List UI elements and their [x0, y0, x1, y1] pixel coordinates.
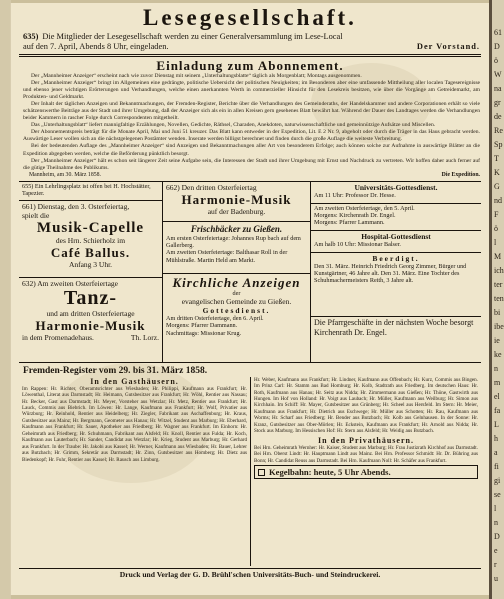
- edge-fragment: D: [494, 532, 500, 541]
- ad-dance: [19, 278, 162, 362]
- edge-fragment: ich: [494, 266, 504, 275]
- ad-line: evangelischen Gemeinde zu Gießen.: [181, 297, 292, 307]
- paragraph: Bei der bedeutenden Auflage des „Mannheimer Anzeiger“ sind Anzeigen und Bekanntmachungen aller Art von besonderem Erfolge; auch können solche zur Aufnahme in auswärtige Blätter an die Expedition abgegeben werden, welche die Beförderung pünktlich besorgt.: [23, 143, 480, 157]
- edge-fragment: L: [494, 420, 499, 429]
- ad-line: Anfang 3 Uhr.: [68, 259, 113, 269]
- edge-fragment: e: [494, 546, 498, 555]
- guest-register-title: Fremden-Register vom 29. bis 31. März 1858.: [23, 365, 208, 376]
- subscription-heading: Einladung zum Abonnement.: [156, 58, 344, 73]
- ad-headline: Kirchliche Anzeigen: [172, 274, 301, 290]
- ad-line: Am ersten Osterfeiertage: Johannes Rup bach auf dem Gallerberg.: [166, 234, 301, 250]
- edge-fragment: l: [494, 238, 497, 247]
- notice-signer: Der Vorstand.: [416, 42, 480, 51]
- ad-number: 662): [166, 182, 180, 192]
- general-assembly-notice: [11, 32, 489, 52]
- ad-line: Den dritten Osterfeiertag: [181, 182, 257, 192]
- ad-line: Am dritten Osterfeiertage, den 6. April.: [166, 315, 264, 323]
- ad-text: Die Pfarrgeschäfte in der nächsten Woche besorgt Kirchenrath Dr. Engel.: [314, 317, 474, 337]
- edge-fragment: na: [494, 84, 502, 93]
- newspaper-page: [11, 3, 489, 595]
- ad-line: Nachmittags: Missionar Krug.: [166, 329, 242, 337]
- ad-subheading: Gottesdienst.: [202, 306, 271, 316]
- easter-service: [311, 204, 481, 231]
- register-entries: Im Rappen: Hr. Richter, Oberamtsrichter aus Wiesbaden; Hr. Philippi, Kaufmann aus Frankfurt; Hr. Löwenthal, Literat aus Darmstadt; Hr. Heimann, Gutsbesitzer aus Frankfurt; Hr. Wöhl, Rentier aus Nassau; Hr. Becker, Gast aus Darmstadt; Hr. Meyer, Vorsteher aus Wetzlar; Hr. Metz, Rentier aus Frankfurt; Hr. Lauck, Commis aus Biebrich. Im Löwen: Hr. Lange, Kaufmann aus Frankfurt; Hr. Wolf, Privatier aus Würzburg; Hr. Reinhold, Rentier aus Heidelberg; Hr. Ziegler, Fabrikant aus Aschaffenburg; Hr. Kraus, Gutsbesitzer aus Mainz; Hr. Bergmann, Geometer aus Hanau; Hr. Witzel, Student aus Marburg; Hr. Eberhard, Kaufmann aus Frankfurt; Hr. Sauer, Apotheker aus Friedberg; Hr. Wagner aus Frankfurt. Im Einhorn: Hr. Geheimrath aus Friedberg; Hr. Schuhmann, Fabrikant aus Alsfeld; Hr. Knoll, Rentier aus Fulda; Hr. Koch, Kaufmann aus Lauterbach; Hr. Sander, Candidat aus Wetzlar; Hr. Krieg, Student aus Marburg; Hr. Gerhard aus Frankfurt. In der Traube: Hr. Jakobi aus Kassel; Hr. Werner, Kaufmann aus Wiesbaden; Hr. Bauer, Lehrer aus Butzbach; Hr. Grimm, Sekretär aus Darmstadt; Hr. Zinn, Gutsbesitzer aus Homberg; Hr. Dietz aus Biedenkopf; Hr. Fuhr, Rentier aus Kassel; Hr. Rausch aus Limburg.: [22, 385, 247, 463]
- edge-fragment: 61: [494, 28, 502, 37]
- edge-fragment: G: [494, 182, 500, 191]
- paragraph: Der „Mannheimer Anzeiger“ erscheint nach wie zuvor Dienstag mit seinem „Unterhaltungsblatte“ täglich als Morgenblatt; Montags ausgenommen.: [31, 73, 362, 79]
- ad-harmony-music: [163, 182, 310, 222]
- edge-fragment: bi: [494, 308, 501, 317]
- ad-line: Morgens: Kirchenrath Dr. Engel.: [314, 212, 396, 220]
- ad-column-3: [311, 182, 481, 362]
- masthead-title: Lesegesellschaft.: [143, 5, 357, 30]
- ad-line: in dem Promenadehaus.: [22, 332, 94, 342]
- edge-fragment: M: [494, 252, 502, 261]
- edge-fragment: r: [494, 560, 497, 569]
- edge-fragment: se: [494, 490, 501, 499]
- edge-fragment: ter: [494, 280, 503, 289]
- ad-headline: Musik-Capelle: [36, 219, 145, 236]
- edge-fragment: ten: [494, 294, 504, 303]
- edge-fragment: nd: [494, 196, 502, 205]
- ad-column-2: [163, 182, 311, 362]
- edge-fragment: Sp: [494, 140, 503, 149]
- left-scan-margin: [0, 0, 11, 599]
- edge-fragment: Re: [494, 126, 503, 135]
- edge-fragment: D: [494, 42, 500, 51]
- register-section-heading: In den Privathäusern.: [318, 435, 414, 445]
- ad-headline: Frischbäcker zu Gießen.: [190, 223, 283, 234]
- adjacent-page-edge: [489, 0, 504, 599]
- ad-number: 655): [22, 182, 34, 190]
- edge-fragment: fa: [494, 406, 501, 415]
- printer-imprint: Druck und Verlag der G. D. Brühl'schen Universitäts-Buch- und Steindruckerei.: [19, 568, 481, 580]
- ad-headline: Hospital-Gottesdienst: [361, 231, 431, 241]
- register-column-right: [250, 377, 481, 566]
- box-icon: [258, 469, 265, 476]
- register-entries: Bei Hrn. Geheimrath Wernher: Hr. Kaiser, Student aus Marburg; Hr. Frau Justizrath Kirchhof aus Darmstadt. Bei Hrn. Oberst Lindt: Hr. Hauptmann Lindt aus Mainz. Bei Hrn. Professor Schmidt: Hr. Dr. Bühring aus Bonn; Hr. Candidat Reuss aus Darmstadt. Bei Hrn. Kaufmann Noll: Hr. Schäfer aus Frankfurt.: [254, 444, 478, 464]
- ad-apprentice: [19, 182, 162, 201]
- divider: [19, 54, 481, 57]
- edge-fragment: gr: [494, 98, 501, 107]
- ad-line: Morgens: Pfarrer Dammann.: [166, 322, 238, 330]
- paragraph: Der Abonnementspreis beträgt für die Monate April, Mai und Juni 51 kreuzer. Das Blatt kann entweder in der Expedition, Lit. E 2 Nr. 9, abgeholt oder durch die Träger in das Haus gebracht werden. Auswärtige Leser wollen sich an die nächstgelegenen Postämter wenden. Inserate werden billigst berechnet und finden durch die große Auflage die weiteste Verbreitung.: [23, 129, 480, 143]
- ad-church-notices: [163, 274, 310, 362]
- edge-fragment: F: [494, 210, 499, 219]
- ad-line: Am zweiten Osterfeiertage: [37, 278, 119, 288]
- ad-number: 632): [22, 278, 36, 288]
- ad-signer: Th. Lorz.: [130, 332, 159, 342]
- ad-line: der: [232, 289, 241, 297]
- ad-line: und am dritten Osterfeiertage: [46, 308, 135, 318]
- register-entries: Hr. Weber, Kaufmann aus Frankfurt; Hr. Lindner, Kaufmann aus Offenbach; Hr. Kurz, Commis aus Bingen. Im Prinz Carl: Hr. Stamm aus Bad Homburg; Hr. Kolb, Stadtrath aus Friedberg. Im deutschen Haus: Hr. Roth, Kaufmann aus Hanau; Hr. Seitz aus Nidda; Hr. Zimmermann aus Gießen; Hr. Thöne, Gastwirth aus Hungen. Im Hof von Holland: Hr. Voigt aus Laubach; Hr. Müller, Kaufmann aus Weilburg; Hr. Simon aus Kirchhain. Im Schiff: Hr. Mayer, Gutsbesitzer aus Grünberg; Hr. Scheel aus Hersfeld. Im Stern: Hr. Meier, Kaufmann aus Frankfurt; Hr. Dietrich aus Eschwege; Hr. Müller aus Schotten; Hr. Rau, Kaufmann aus Worms; Hr. Scharf aus Friedberg; Hr. Bender aus Butzbach; Hr. Kolb aus Gelnhausen. In der Sonne: Hr. Kranz, Gutsbesitzer aus Ober-Mörlen; Hr. Eckstein, Kaufmann aus Frankfurt; Hr. Arnold aus Nidda; Hr. Stock aus Marburg. Im Hessischen Hof: Hr. Stern aus Alsfeld; Hr. Weidig aus Butzbach.: [254, 376, 478, 435]
- ad-headline: Tanz-: [63, 286, 118, 309]
- advertisement-columns: [19, 181, 481, 363]
- notice-line1: Die Mitglieder der Lesegesellschaft werden zu einer Generalversammlung im Lese-Local: [42, 32, 343, 41]
- expedition-signer: Die Expedition.: [441, 171, 480, 178]
- ad-column-1: [19, 182, 163, 362]
- edge-fragment: W: [494, 70, 502, 79]
- edge-fragment: ie: [494, 336, 500, 345]
- edge-fragment: ö: [494, 224, 498, 233]
- ad-line: spielt die: [22, 210, 50, 220]
- ad-line: des Hrn. Schierholz im: [55, 235, 126, 245]
- notice-number: 635): [23, 32, 39, 41]
- ad-headline: Harmonie-Musik: [181, 191, 292, 207]
- edge-fragment: ibe: [494, 322, 504, 331]
- ad-headline: Universitäts-Gottesdienst.: [354, 182, 438, 192]
- scan-stain: [51, 363, 211, 483]
- paragraph: Der „Mannheimer Anzeiger“ bringt im Allgemeinen eine gedrängte, politische Uebersicht der politischen Neuigkeiten; im Besonderen aber eine umfassende Mittheilung aller localen Tagesereignisse und ebenso jener wichtigen Erörterungen und Verhandlungen, welche einen anerkannten Werth in commerzieller Hinsicht für den Lesekreis besitzen, wie über die Vorgänge am Getreidemarkt, am Produkten- und Geldmarkt.: [23, 80, 480, 101]
- ad-headline: Café Ballus.: [50, 244, 131, 260]
- edge-fragment: fi: [494, 462, 499, 471]
- paragraph: Der Inhalt der täglichen Anzeigen und Bekanntmachungen, der Fremden-Register, Berichte über die Verhandlungen des Gemeinderaths, der Handelskammer und andere Corporationen erhält so viele schätzenswerthe Beiträge aus der Stadt und ihrer Umgebung, daß der Anzeiger sich als ein in allen Kreisen gern gesehenes Blatt bewährt hat. Während der Dauer des Landtages werden die Verhandlungen beider Kammern in rascher Folge durch Correspondenten mitgetheilt.: [23, 101, 480, 122]
- ad-number: 661): [22, 201, 36, 211]
- edge-fragment: h: [494, 434, 498, 443]
- ad-line: Dienstag, den 3. Osterfeiertag,: [37, 201, 130, 211]
- edge-fragment: ö: [494, 56, 498, 65]
- ad-bakers: [163, 222, 310, 274]
- ad-line: Morgens: Pfarrer Lammann.: [314, 219, 385, 227]
- place-date: Mannheim, am 30. März 1858.: [29, 171, 101, 178]
- paragraph: Der „Mannheimer Anzeiger“ hält es schon seit längerer Zeit seine Aufgabe sein, die Interessen der Stadt und ihrer Umgebung mit Ernst und Nachdruck zu vertreten. Wir hoffen daher auch ferner auf die gütige Theilnahme des Publikums.: [23, 157, 480, 171]
- edge-fragment: ke: [494, 350, 502, 359]
- paragraph: Das „Unterhaltungsblatt“ liefert mannigfaltige Erzählungen, Novellen, Gedichte, Räthsel, Charaden, Anekdoten, naturwissenschaftliche und gemeinnützige Aufsätze und Miscellen.: [31, 122, 436, 129]
- edge-fragment: gi: [494, 476, 501, 485]
- edge-fragment: de: [494, 112, 502, 121]
- edge-fragment: n: [494, 364, 498, 373]
- edge-fragment: el: [494, 392, 500, 401]
- edge-fragment: K: [494, 168, 500, 177]
- banner-text: Kegelbahn: heute, 5 Uhr Abends.: [269, 467, 391, 478]
- ad-line: Am zweiten Osterfeiertage: Balthasar Roll in der Mühlstraße. Martin Held am Markt.: [166, 249, 288, 264]
- edge-fragment: u: [494, 574, 498, 583]
- edge-fragment: a: [494, 448, 498, 457]
- register-section-heading: In den Gasthäusern.: [90, 376, 179, 386]
- edge-fragment: l: [494, 504, 497, 513]
- burials: [311, 253, 481, 317]
- edge-fragment: T: [494, 154, 499, 163]
- ad-headline: Harmonie-Musik: [35, 317, 146, 333]
- ad-text: Den 31. März. Heinrich Friedrich Georg Zimmer, Bürger und Kunstgärtner, 46 Jahre alt. Den 31. März. Eine Tochter des Schuhmachermeisters Reith, 3 Jahre alt.: [314, 262, 467, 285]
- edge-fragment: n: [494, 518, 498, 527]
- subscription-signature: [11, 172, 489, 179]
- scan-stain: [311, 63, 431, 143]
- university-service: [311, 182, 481, 204]
- bowling-alley-banner: [254, 465, 478, 479]
- ad-text: Ein Lehrlingsplatz ist offen bei H. Hochstätter, Tapezier.: [22, 182, 151, 198]
- ad-headline: Beerdigt.: [372, 253, 420, 263]
- ad-line: auf der Badenburg.: [207, 206, 266, 216]
- ad-music-chapel: [19, 201, 162, 278]
- ad-line: Am zweiten Osterfeiertage, den 5. April.: [314, 204, 415, 212]
- parish-duties: [311, 317, 481, 362]
- ad-line: Am 11 Uhr: Professor Dr. Hesse.: [314, 191, 396, 199]
- hospital-service: [311, 231, 481, 253]
- edge-fragment: m: [494, 378, 501, 387]
- notice-line2: auf den 7. April, Abends 8 Uhr, eingeladen.: [23, 42, 169, 51]
- ad-line: Am halb 10 Uhr: Missionar Balser.: [314, 240, 401, 248]
